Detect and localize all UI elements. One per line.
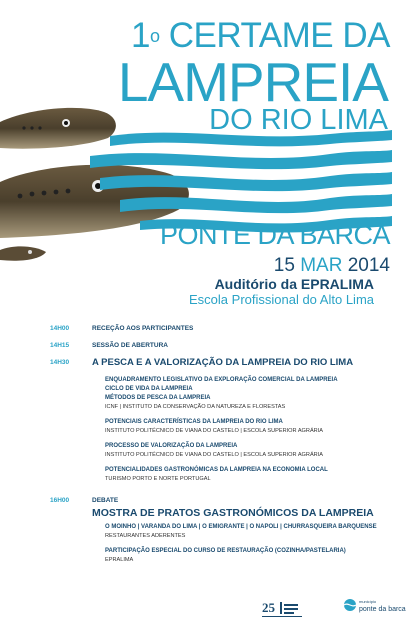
restaurants-note: RESTAURANTES ADERENTES	[105, 533, 186, 539]
talk: CICLO DE VIDA DA LAMPREIA	[105, 386, 193, 392]
talk: MÉTODOS DE PESCA DA LAMPREIA	[105, 395, 211, 401]
item: MOSTRA DE PRATOS GASTRONÓMICOS DA LAMPREIA	[92, 507, 374, 519]
talk-speaker: INSTITUTO POLITÉCNICO DE VIANA DO CASTELO | ESCOLA SUPERIOR AGRÁRIA	[105, 428, 323, 434]
time: 14H15	[50, 342, 70, 349]
event-date: 15 MAR 2014	[273, 255, 390, 276]
time: 14H00	[50, 325, 70, 332]
title-line-3: DO RIO LIMA	[209, 104, 388, 136]
talk-speaker: ICNF | INSTITUTO DA CONSERVAÇÃO DA NATUREZA E FLORESTAS	[105, 404, 286, 410]
talk: POTENCIAIS CARACTERÍSTICAS DA LAMPREIA DO RIO LIMA	[105, 419, 283, 425]
item: A PESCA E A VALORIZAÇÃO DA LAMPREIA DO RIO LIMA	[92, 357, 354, 368]
logo-text: ponte da barca	[359, 606, 406, 613]
talk: PROCESSO DE VALORIZAÇÃO DA LAMPREIA	[105, 443, 238, 449]
epralima-logo	[262, 598, 317, 620]
title-line-1: 1$^o$ CERTAME DA	[131, 16, 390, 55]
time: 14H30	[50, 359, 70, 366]
venue: Auditório da EPRALIMA	[214, 276, 374, 292]
time: 16H00	[50, 497, 70, 504]
talk: ENQUADRAMENTO LEGISLATIVO DA EXPLORAÇÃO COMERCIAL DA LAMPREIA	[105, 377, 338, 383]
title-line-2: LAMPREIA	[117, 51, 388, 113]
town-name: PONTE DA BARCA	[159, 220, 390, 250]
restaurants: O MOINHO | VARANDA DO LIMA | O EMIGRANTE | O NAPOLI | CHURRASQUEIRA BARQUENSE	[105, 524, 377, 530]
item: DEBATE	[92, 497, 119, 504]
special-note: EPRALIMA	[105, 557, 134, 563]
talk: POTENCIALIDADES GASTRONÓMICAS DA LAMPREIA NA ECONOMIA LOCAL	[105, 467, 328, 473]
school-name: Escola Profissional do Alto Lima	[189, 292, 374, 307]
special-participation: PARTICIPAÇÃO ESPECIAL DO CURSO DE RESTAURAÇÃO (COZINHA/PASTELARIA)	[105, 548, 346, 554]
logo-small-text: município	[359, 599, 377, 604]
item: RECEÇÃO AOS PARTICIPANTES	[92, 325, 194, 332]
talk-speaker: INSTITUTO POLITÉCNICO DE VIANA DO CASTELO | ESCOLA SUPERIOR AGRÁRIA	[105, 452, 323, 458]
ponte-da-barca-logo	[340, 594, 406, 620]
talk-speaker: TURISMO PORTO E NORTE PORTUGAL	[105, 476, 211, 482]
item: SESSÃO DE ABERTURA	[92, 342, 168, 349]
svg-text:25: 25	[262, 600, 275, 615]
